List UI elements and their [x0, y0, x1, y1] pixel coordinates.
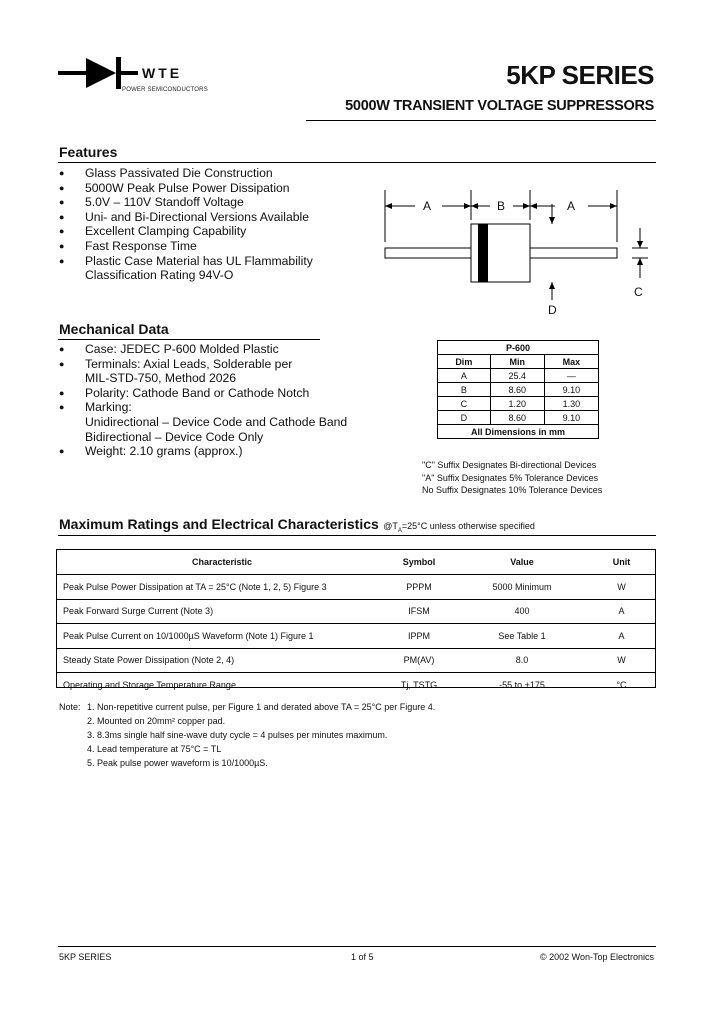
header-rule: [306, 120, 656, 121]
suffix-notes: [422, 459, 602, 497]
note-item: 5. Peak pulse power waveform is 10/1000µS.: [87, 758, 268, 768]
dim-label-a-left: A: [423, 199, 432, 213]
list-item-continuation: Unidirectional – Device Code and Cathode Band: [85, 414, 348, 429]
table-cell: 25.4: [490, 369, 544, 383]
dim-label-c: C: [634, 285, 643, 299]
logo-subtext: POWER SEMICONDUCTORS: [122, 87, 208, 93]
table-row: [438, 369, 599, 383]
list-item-continuation: Classification Rating 94V-O: [85, 268, 234, 283]
table-cell: 9.10: [544, 383, 598, 397]
table-header: Symbol: [382, 550, 456, 575]
list-item: ● Fast Response Time: [59, 239, 379, 254]
list-item: ● Polarity: Cathode Band or Cathode Notch: [59, 386, 399, 401]
table-cell: 5000 Minimum: [456, 575, 588, 600]
dim-label-b: B: [497, 199, 506, 213]
table-cell: —: [544, 369, 598, 383]
suffix-note: "A" Suffix Designates 5% Tolerance Devices: [422, 472, 599, 483]
ratings-condition: [383, 521, 535, 534]
table-cell: IFSM: [382, 599, 456, 624]
list-item: ● Uni- and Bi-Directional Versions Available: [59, 210, 379, 225]
table-cell: Operating and Storage Temperature Range: [63, 679, 236, 690]
note-item: 3. 8.3ms single half sine-wave duty cycle = 4 pulses per minutes maximum.: [87, 730, 388, 740]
table-cell: °C: [616, 679, 627, 690]
table-cell: 8.60: [490, 411, 544, 425]
table-row: [57, 599, 655, 624]
diode-symbol-icon: [58, 56, 138, 90]
logo-text: WTE: [142, 65, 183, 81]
table-header: Value: [456, 550, 588, 575]
package-outline-diagram: [370, 180, 660, 320]
list-item: ● 5.0V – 110V Standoff Voltage: [59, 195, 379, 210]
mechanical-heading: Mechanical Data: [59, 321, 169, 337]
list-item: ● Marking:: [59, 400, 399, 415]
table-row: [57, 673, 655, 697]
table-cell: D: [438, 411, 491, 425]
table-cell: Tj, TSTG: [400, 679, 438, 690]
page-title: 5KP SERIES: [506, 60, 654, 90]
table-cell: 8.0: [456, 648, 588, 673]
list-item-continuation: Bidirectional – Device Code Only: [85, 429, 264, 444]
table-header: Max: [544, 355, 598, 369]
list-item: ● Plastic Case Material has UL Flammability: [59, 254, 379, 269]
notes-block: [59, 700, 659, 770]
table-cell: W: [588, 648, 655, 673]
features-heading: Features: [59, 144, 118, 160]
table-cell: A: [588, 599, 655, 624]
table-cell: PPPM: [382, 575, 456, 600]
dimension-table-title: P-600: [438, 341, 599, 355]
table-header: Min: [490, 355, 544, 369]
ratings-table: [57, 550, 655, 697]
table-cell: Peak Pulse Current on 10/1000µS Waveform (Note 1) Figure 1: [57, 624, 382, 649]
company-logo: [58, 52, 208, 94]
list-item: ● Excellent Clamping Capability: [59, 224, 379, 239]
table-cell: IPPM: [382, 624, 456, 649]
table-cell: 400: [456, 599, 588, 624]
footer-copyright: © 2002 Won-Top Electronics: [539, 952, 654, 962]
page-subtitle: 5000W TRANSIENT VOLTAGE SUPPRESSORS: [345, 98, 654, 114]
features-rule: [58, 162, 656, 163]
table-row: [57, 575, 655, 600]
footer-page-number: 1 of 5: [351, 952, 374, 962]
note-item: 2. Mounted on 20mm² copper pad.: [87, 716, 226, 726]
suffix-note: "C" Suffix Designates Bi-directional Devices: [422, 460, 597, 470]
table-cell: C: [438, 397, 491, 411]
mechanical-list: [59, 342, 399, 459]
list-item-continuation: MIL-STD-750, Method 2026: [85, 371, 237, 386]
features-list: [59, 166, 379, 283]
list-item: ● Glass Passivated Die Construction: [59, 166, 379, 181]
table-cell: 9.10: [544, 411, 598, 425]
list-item: ● Weight: 2.10 grams (approx.): [59, 444, 399, 459]
table-row: [57, 648, 655, 673]
note-item: 1. Non-repetitive current pulse, per Figure 1 and derated above TA = 25°C per Figure 4.: [87, 702, 436, 712]
dim-label-a-right: A: [567, 199, 576, 213]
ratings-heading-line: [59, 516, 535, 534]
table-cell: Peak Forward Surge Current (Note 3): [57, 599, 382, 624]
ratings-table-frame: [56, 549, 656, 688]
table-cell: Steady State Power Dissipation (Note 2, 4): [57, 648, 382, 673]
mechanical-rule: [58, 339, 320, 340]
table-cell: See Table 1: [456, 624, 588, 649]
table-cell: W: [588, 575, 655, 600]
table-cell: -55 to +175: [499, 679, 545, 690]
list-item: ● Terminals: Axial Leads, Solderable per: [59, 357, 399, 372]
table-cell: A: [588, 624, 655, 649]
table-header: Dim: [438, 355, 491, 369]
ratings-condition-sub: A: [397, 527, 402, 534]
table-cell: 1.30: [544, 397, 598, 411]
table-cell: PM(AV): [382, 648, 456, 673]
footer-rule: [58, 946, 656, 947]
dim-label-d: D: [548, 303, 557, 317]
list-item: ● 5000W Peak Pulse Power Dissipation: [59, 181, 379, 196]
table-cell: A: [438, 369, 491, 383]
note-item: 4. Lead temperature at 75°C = TL: [87, 744, 222, 754]
ratings-condition-prefix: @T: [383, 521, 398, 531]
suffix-note: No Suffix Designates 10% Tolerance Devices: [422, 485, 603, 495]
notes-prefix: Note:: [59, 702, 81, 712]
table-row: [57, 624, 655, 649]
table-header: Characteristic: [57, 550, 382, 575]
ratings-rule: [58, 535, 656, 536]
dimension-table-footer: All Dimensions in mm: [438, 425, 599, 439]
list-item: ● Case: JEDEC P-600 Molded Plastic: [59, 342, 399, 357]
table-row: [438, 397, 599, 411]
table-cell: Peak Pulse Power Dissipation at TA = 25°C (Note 1, 2, 5) Figure 3: [57, 575, 382, 600]
table-cell: 8.60: [490, 383, 544, 397]
ratings-condition-rest: =25°C unless otherwise specified: [401, 521, 535, 531]
table-cell: B: [438, 383, 491, 397]
table-row: [438, 383, 599, 397]
dimension-table: [437, 340, 599, 439]
ratings-heading: Maximum Ratings and Electrical Characteristics: [59, 516, 379, 532]
footer-series: 5KP SERIES: [59, 952, 112, 962]
table-cell: 1.20: [490, 397, 544, 411]
table-row: [438, 411, 599, 425]
table-header: Unit: [588, 550, 655, 575]
